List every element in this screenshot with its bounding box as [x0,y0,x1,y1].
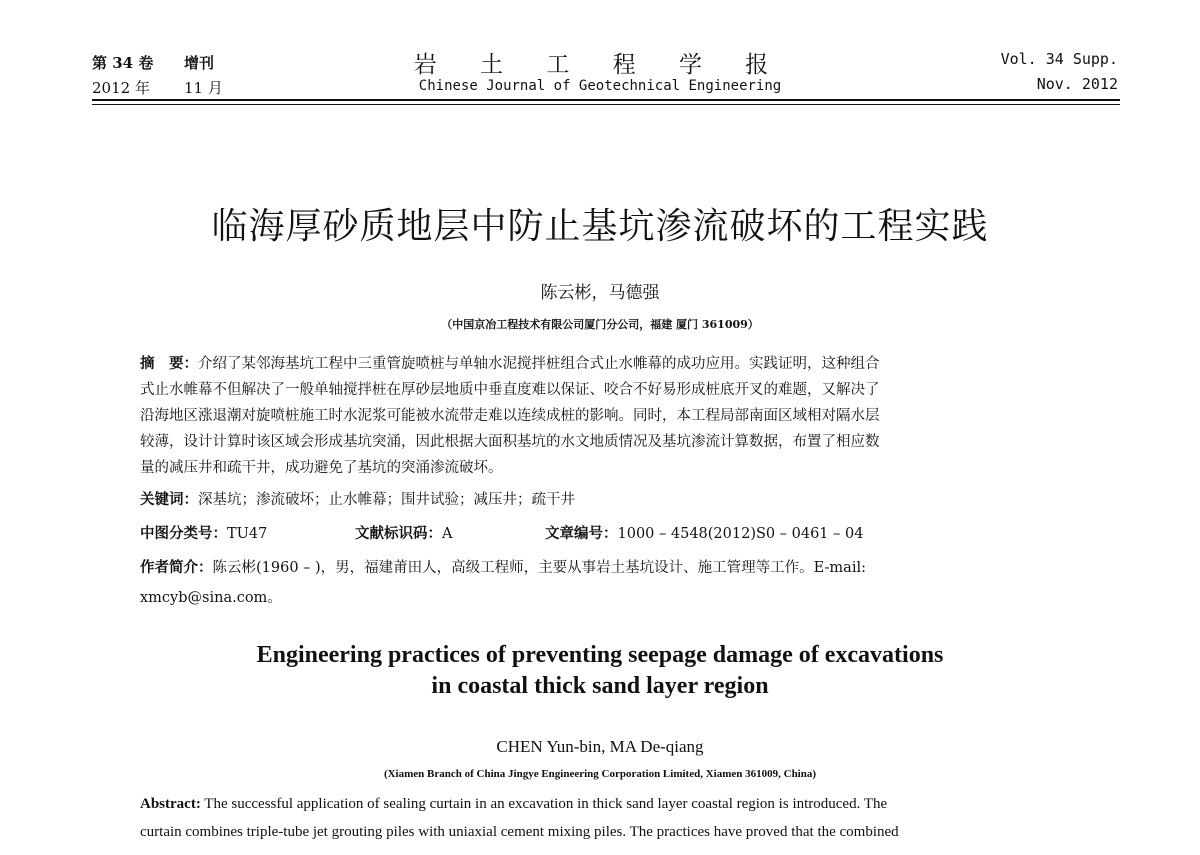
abstract-cn-line: 式止水帷幕不但解决了一般单轴搅拌桩在厚砂层地质中垂直度难以保证、咬合不好易形成桩底开叉的难题，又解决了 [140,382,880,398]
journal-title-cn: 岩 土 工 程 学 报 [413,52,787,78]
author-bio-label: 作者简介： [140,560,213,576]
abstract-label-cn: 摘 要： [140,356,198,372]
header-rule-thick [92,99,1120,101]
date-en: Nov. 2012 [1036,75,1118,93]
author-bio-text: 陈云彬(1960 – )，男，福建莆田人，高级工程师，主要从事岩土基坑设计、施工管理等工作。E-mail: [212,560,866,576]
article-no-value: 1000 – 4548(2012)S0 – 0461 – 04 [617,526,864,542]
abstract-label-en: Abstract: [140,796,201,812]
abstract-en-line: curtain combines triple-tube jet grouting piles with uniaxial cement mixing piles. The practices have proved that the combined [140,824,899,840]
abstract-cn-line: 较薄，设计计算时该区域会形成基坑突涌，因此根据大面积基坑的水文地质情况及基坑渗流计算数据，布置了相应数 [140,434,880,450]
abstract-en-line: The successful application of sealing curtain in an excavation in thick sand layer coastal region is introduced. The [200,796,888,812]
authors-cn: 陈云彬，马德强 [540,283,660,303]
clc-label: 中图分类号： [140,526,227,542]
abstract-cn-line: 量的减压井和疏干井，成功避免了基坑的突涌渗流破坏。 [140,460,503,476]
classification-line [140,523,1080,545]
affiliation-en: (Xiamen Branch of China Jingye Engineering Corporation Limited, Xiamen 361009, China) [383,768,817,780]
month-cn: 11 月 [184,79,223,97]
article-title-en [0,640,1200,702]
abstract-cn [140,351,1080,481]
supplement-cn: 增刊 [184,54,215,72]
abstract-en [140,790,1080,846]
keywords-label-cn: 关键词： [140,492,198,508]
clc-value: TU47 [227,526,268,542]
keywords-cn [140,489,1080,511]
doc-code-label: 文献标识码： [355,526,442,542]
doc-code-value: A [442,526,453,542]
keywords-value-cn: 深基坑；渗流破坏；止水帷幕；围井试验；减压井；疏干井 [198,492,575,508]
article-title-en-line1: Engineering practices of preventing seepage damage of excavations [256,642,944,668]
affiliation-cn: （中国京冶工程技术有限公司厦门分公司，福建 厦门 361009） [441,318,759,331]
year-cn: 2012 年 [92,79,150,97]
header-rule-thin [92,104,1120,105]
author-bio [140,553,1080,613]
article-title-cn: 临海厚砂质地层中防止基坑渗流破坏的工程实践 [211,206,989,247]
journal-title-en: Chinese Journal of Geotechnical Engineering [418,78,782,94]
abstract-cn-line: 摘 要：介绍了某邻海基坑工程中三重管旋喷桩与单轴水泥搅拌桩组合式止水帷幕的成功应用。实践证明，这种组合 [140,356,880,372]
volume-en: Vol. 34 Supp. [1000,50,1118,68]
article-no-label: 文章编号： [545,526,618,542]
authors-en: CHEN Yun-bin, MA De-qiang [496,737,704,756]
author-email: xmcyb@sina.com。 [140,590,282,606]
abstract-cn-line: 沿海地区涨退潮对旋喷桩施工时水泥浆可能被水流带走难以连续成桩的影响。同时，本工程局部南面区域相对隔水层 [140,408,880,424]
volume-cn: 第 34 卷 [92,54,154,72]
article-title-en-line2: in coastal thick sand layer region [431,673,769,699]
